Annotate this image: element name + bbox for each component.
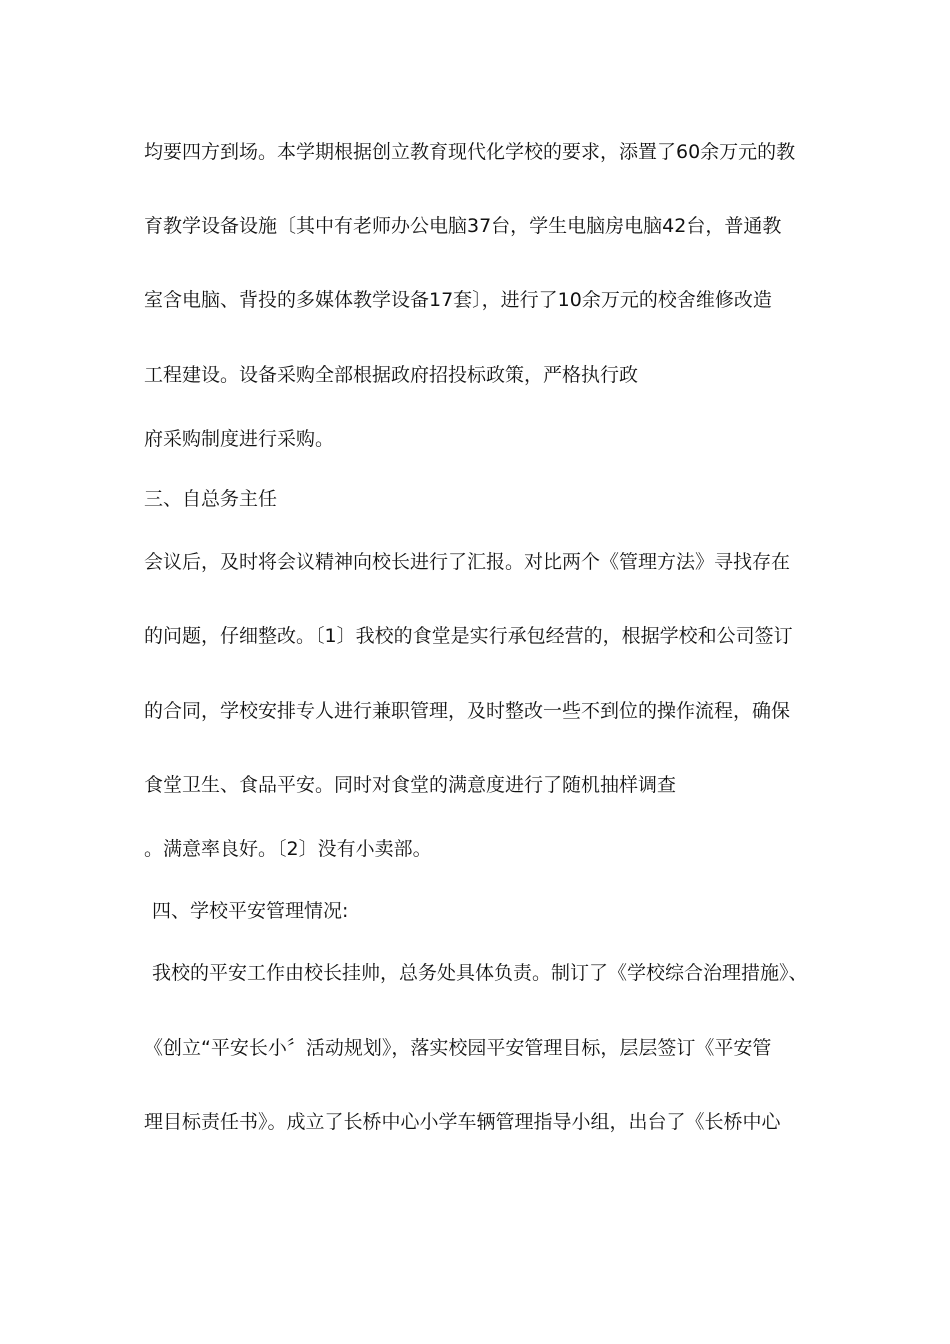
paragraph-line: 。满意率良好。〔2〕没有小卖部。 — [144, 838, 432, 860]
paragraph-line: 会议后，及时将会议精神向校长进行了汇报。对比两个《管理方法》寻找存在 — [144, 551, 791, 573]
paragraph-line: 的问题，仔细整改。〔1〕我校的食堂是实行承包经营的，根据学校和公司签订 — [144, 625, 793, 647]
paragraph-line: 的合同，学校安排专人进行兼职管理，及时整改一些不到位的操作流程，确保 — [144, 700, 791, 722]
paragraph-line: 育教学设备设施〔其中有老师办公电脑37台，学生电脑房电脑42台，普通教 — [144, 215, 782, 237]
paragraph-line: 《创立“平安长小〞活动规划》，落实校园平安管理目标，层层签订《平安管 — [144, 1037, 772, 1059]
paragraph-line: 府采购制度进行采购。 — [144, 428, 335, 450]
paragraph-line: 室含电脑、背投的多媒体教学设备17套〕，进行了10余万元的校舍维修改造 — [144, 289, 772, 311]
section-heading: 三、自总务主任 — [144, 488, 278, 510]
paragraph-line: 我校的平安工作由校长挂帅，总务处具体负责。制订了《学校综合治理措施》、 — [152, 962, 808, 984]
paragraph-line: 工程建设。设备采购全部根据政府招投标政策，严格执行政 — [144, 364, 639, 386]
section-heading: 四、学校平安管理情况: — [152, 900, 349, 922]
paragraph-line: 均要四方到场。本学期根据创立教育现代化学校的要求，添置了60余万元的教 — [144, 141, 796, 163]
paragraph-line: 食堂卫生、食品平安。同时对食堂的满意度进行了随机抽样调查 — [144, 774, 677, 796]
paragraph-line: 理目标责任书》。成立了长桥中心小学车辆管理指导小组，出台了《长桥中心 — [144, 1111, 781, 1133]
